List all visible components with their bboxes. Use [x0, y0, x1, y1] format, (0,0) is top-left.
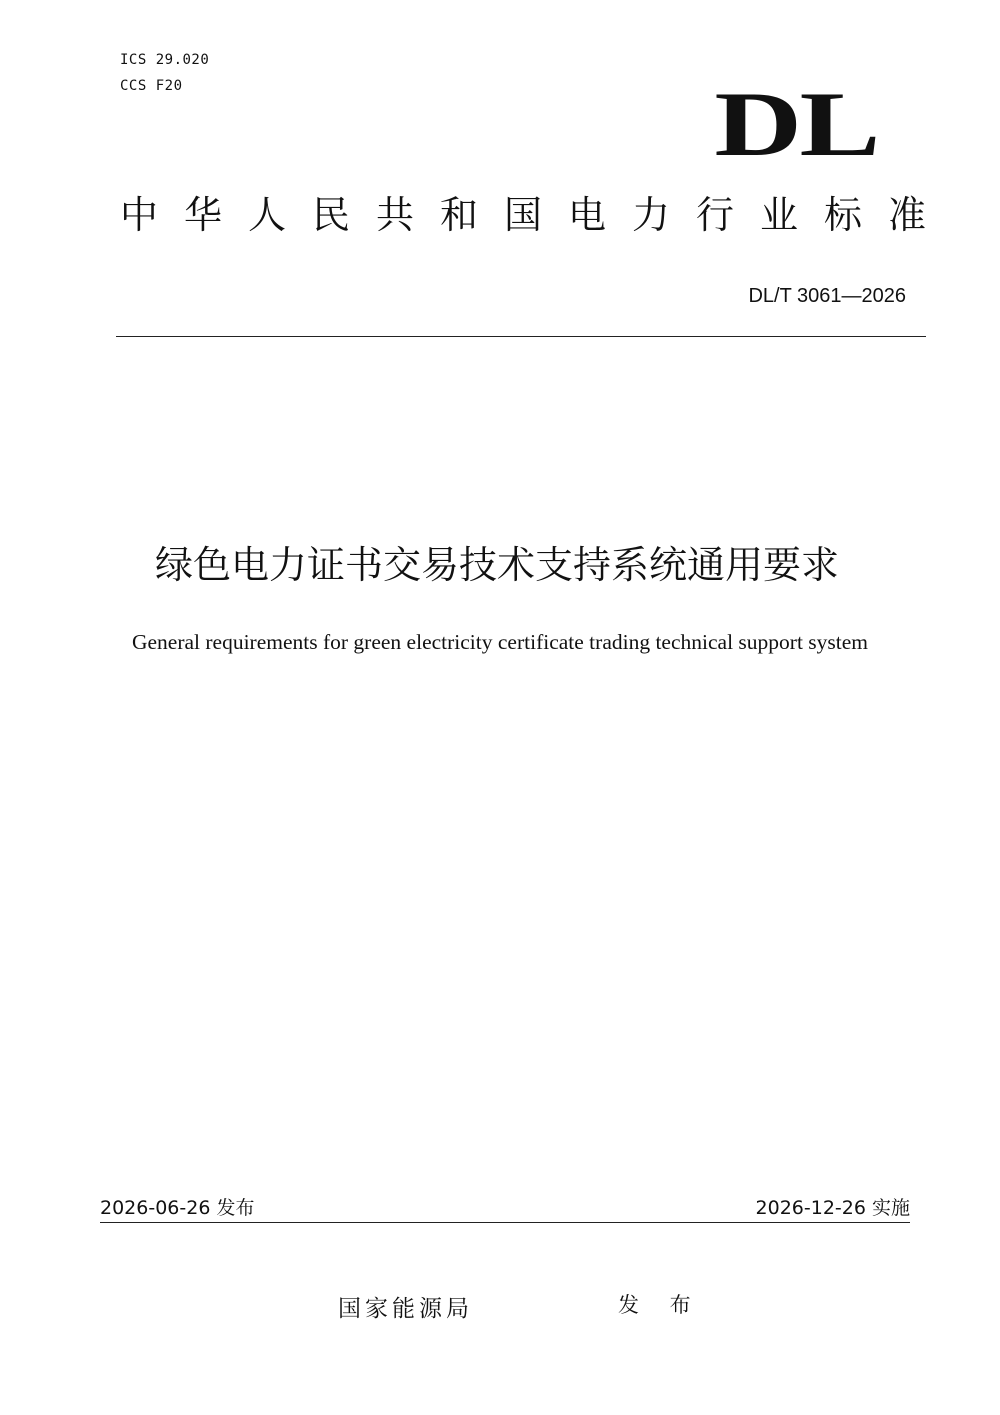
- issue-date: 2026-06-26 发布: [100, 1197, 255, 1219]
- publish-label: 发 布: [618, 1293, 703, 1317]
- dl-logo: DL: [714, 73, 878, 175]
- standard-number: DL/T 3061—2026: [748, 285, 906, 307]
- footer-divider: [100, 1222, 910, 1223]
- ics-code: ICS 29.020: [120, 52, 210, 68]
- industry-standard-heading: 中华人民共和国电力行业标准: [120, 193, 953, 237]
- implementation-date: 2026-12-26 实施: [755, 1197, 910, 1219]
- document-title-chinese: 绿色电力证书交易技术支持系统通用要求: [154, 543, 839, 587]
- issuing-authority: 国家能源局: [338, 1296, 473, 1322]
- document-title-english: General requirements for green electricity certificate trading technical support system: [131, 630, 869, 654]
- header-divider: [116, 336, 926, 337]
- ccs-code: CCS F20: [120, 78, 183, 94]
